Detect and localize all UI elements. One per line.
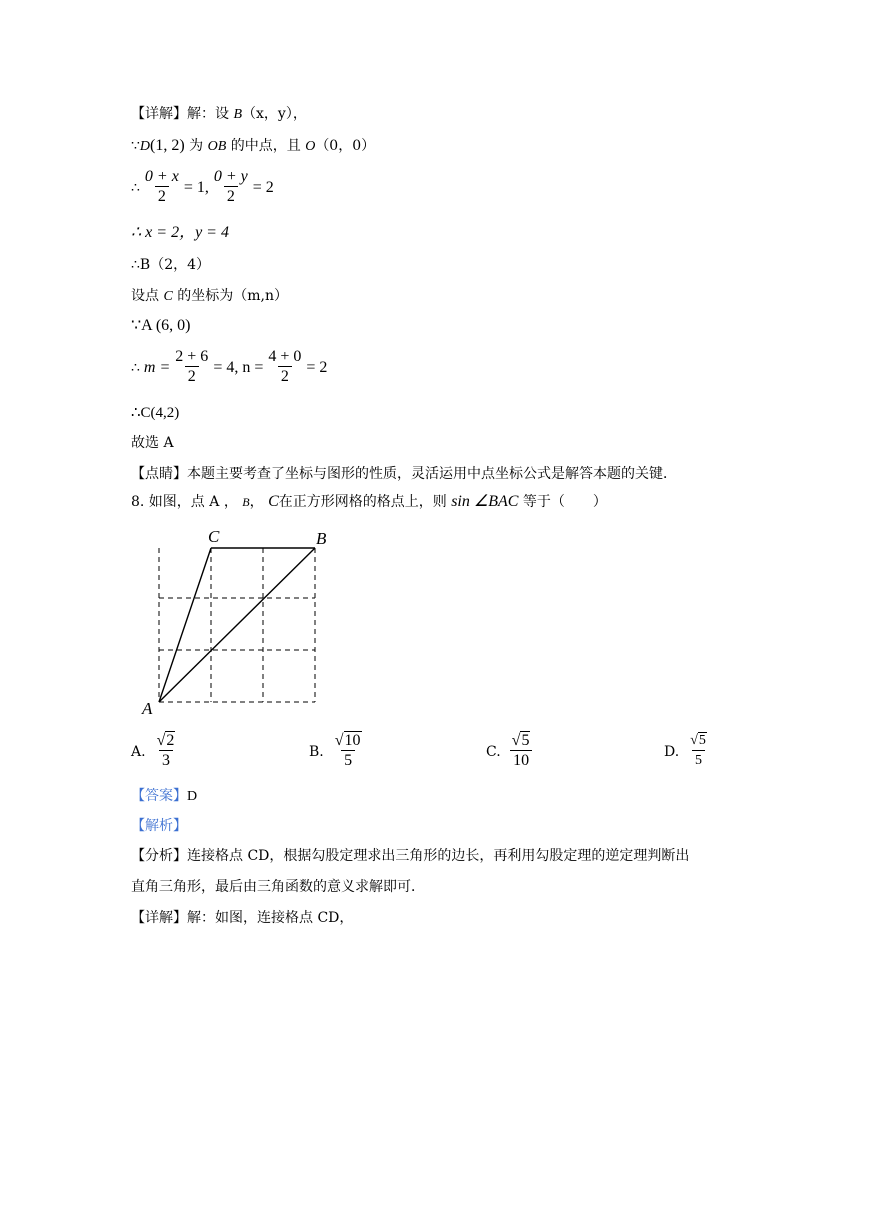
fenxi-line-2: 直角三角形，最后由三角函数的意义求解即可． bbox=[131, 879, 425, 895]
option-c[interactable]: C. $\frac{√5}{10}$ bbox=[486, 732, 535, 771]
question-8: 8. 如图，点 A ， B， C在正方形网格的格点上，则 sin ∠BAC 等于（ ） bbox=[131, 493, 607, 510]
fraction: $\frac{4 + 0}{2}$ bbox=[268, 348, 302, 385]
option-b[interactable]: B. $\frac{√10}{5}$ bbox=[309, 732, 361, 769]
grid-figure bbox=[130, 522, 340, 722]
detail-line-6: 设点 C 的坐标为（m,n） bbox=[131, 288, 288, 304]
detail-line-1: 【详解】解：设 B（x，y）， bbox=[131, 106, 307, 122]
comment-line: 【点睛】本题主要考查了坐标与图形的性质，灵活运用中点坐标公式是解答本题的关键． bbox=[131, 466, 677, 482]
fraction: $\frac{2 + 6}{2}$ bbox=[175, 348, 209, 385]
detail-line-2: ∵D(1, 2) 为 OB 的中点，且 O（0，0） bbox=[131, 137, 376, 154]
answer-tag: 【答案】 bbox=[131, 788, 187, 804]
comment-tag: 【点睛】 bbox=[131, 466, 187, 482]
analysis-tag: 【解析】 bbox=[131, 818, 187, 834]
answer-value: D bbox=[187, 789, 198, 804]
detail-line-10: 故选 A bbox=[131, 435, 174, 451]
detail-line-7: ∵A (6, 0) bbox=[131, 317, 191, 334]
coordinate-equation: ∴ m = $\frac{2 + 6}{2}$ = 4, n = $\frac{4 + 0}{2}$ = 2 bbox=[131, 348, 328, 385]
detail-line-9: ∴C(4,2) bbox=[131, 405, 180, 421]
detail-tag: 【详解】 bbox=[131, 106, 187, 122]
fraction: $\frac{0 + y}{2}$ bbox=[213, 168, 248, 205]
detail-line-4: ∴ x = 2，y = 4 bbox=[131, 224, 229, 241]
detail-2-line: 【详解】解：如图，连接格点 CD， bbox=[131, 910, 354, 926]
label-b: B bbox=[316, 529, 327, 548]
midpoint-equation: ∴ $\frac{0 + x}{2}$ = 1, $\frac{0 + y}{2}$ = 2 bbox=[131, 168, 274, 205]
detail-line-5: ∴B（2，4） bbox=[131, 257, 211, 273]
option-d[interactable]: D. $\frac{√5}{5}$ bbox=[664, 732, 712, 771]
segment-ab bbox=[159, 548, 315, 702]
option-a[interactable]: A. $\frac{√2}{3}$ bbox=[131, 732, 175, 769]
fraction: $\frac{0 + x}{2}$ bbox=[144, 168, 179, 205]
answer-line bbox=[131, 786, 197, 807]
fenxi-line-1: 【分析】连接格点 CD，根据勾股定理求出三角形的边长，再利用勾股定理的逆定理判断出 bbox=[131, 848, 690, 864]
segment-ac bbox=[159, 548, 211, 702]
label-a: A bbox=[142, 699, 153, 718]
label-c: C bbox=[208, 527, 220, 546]
